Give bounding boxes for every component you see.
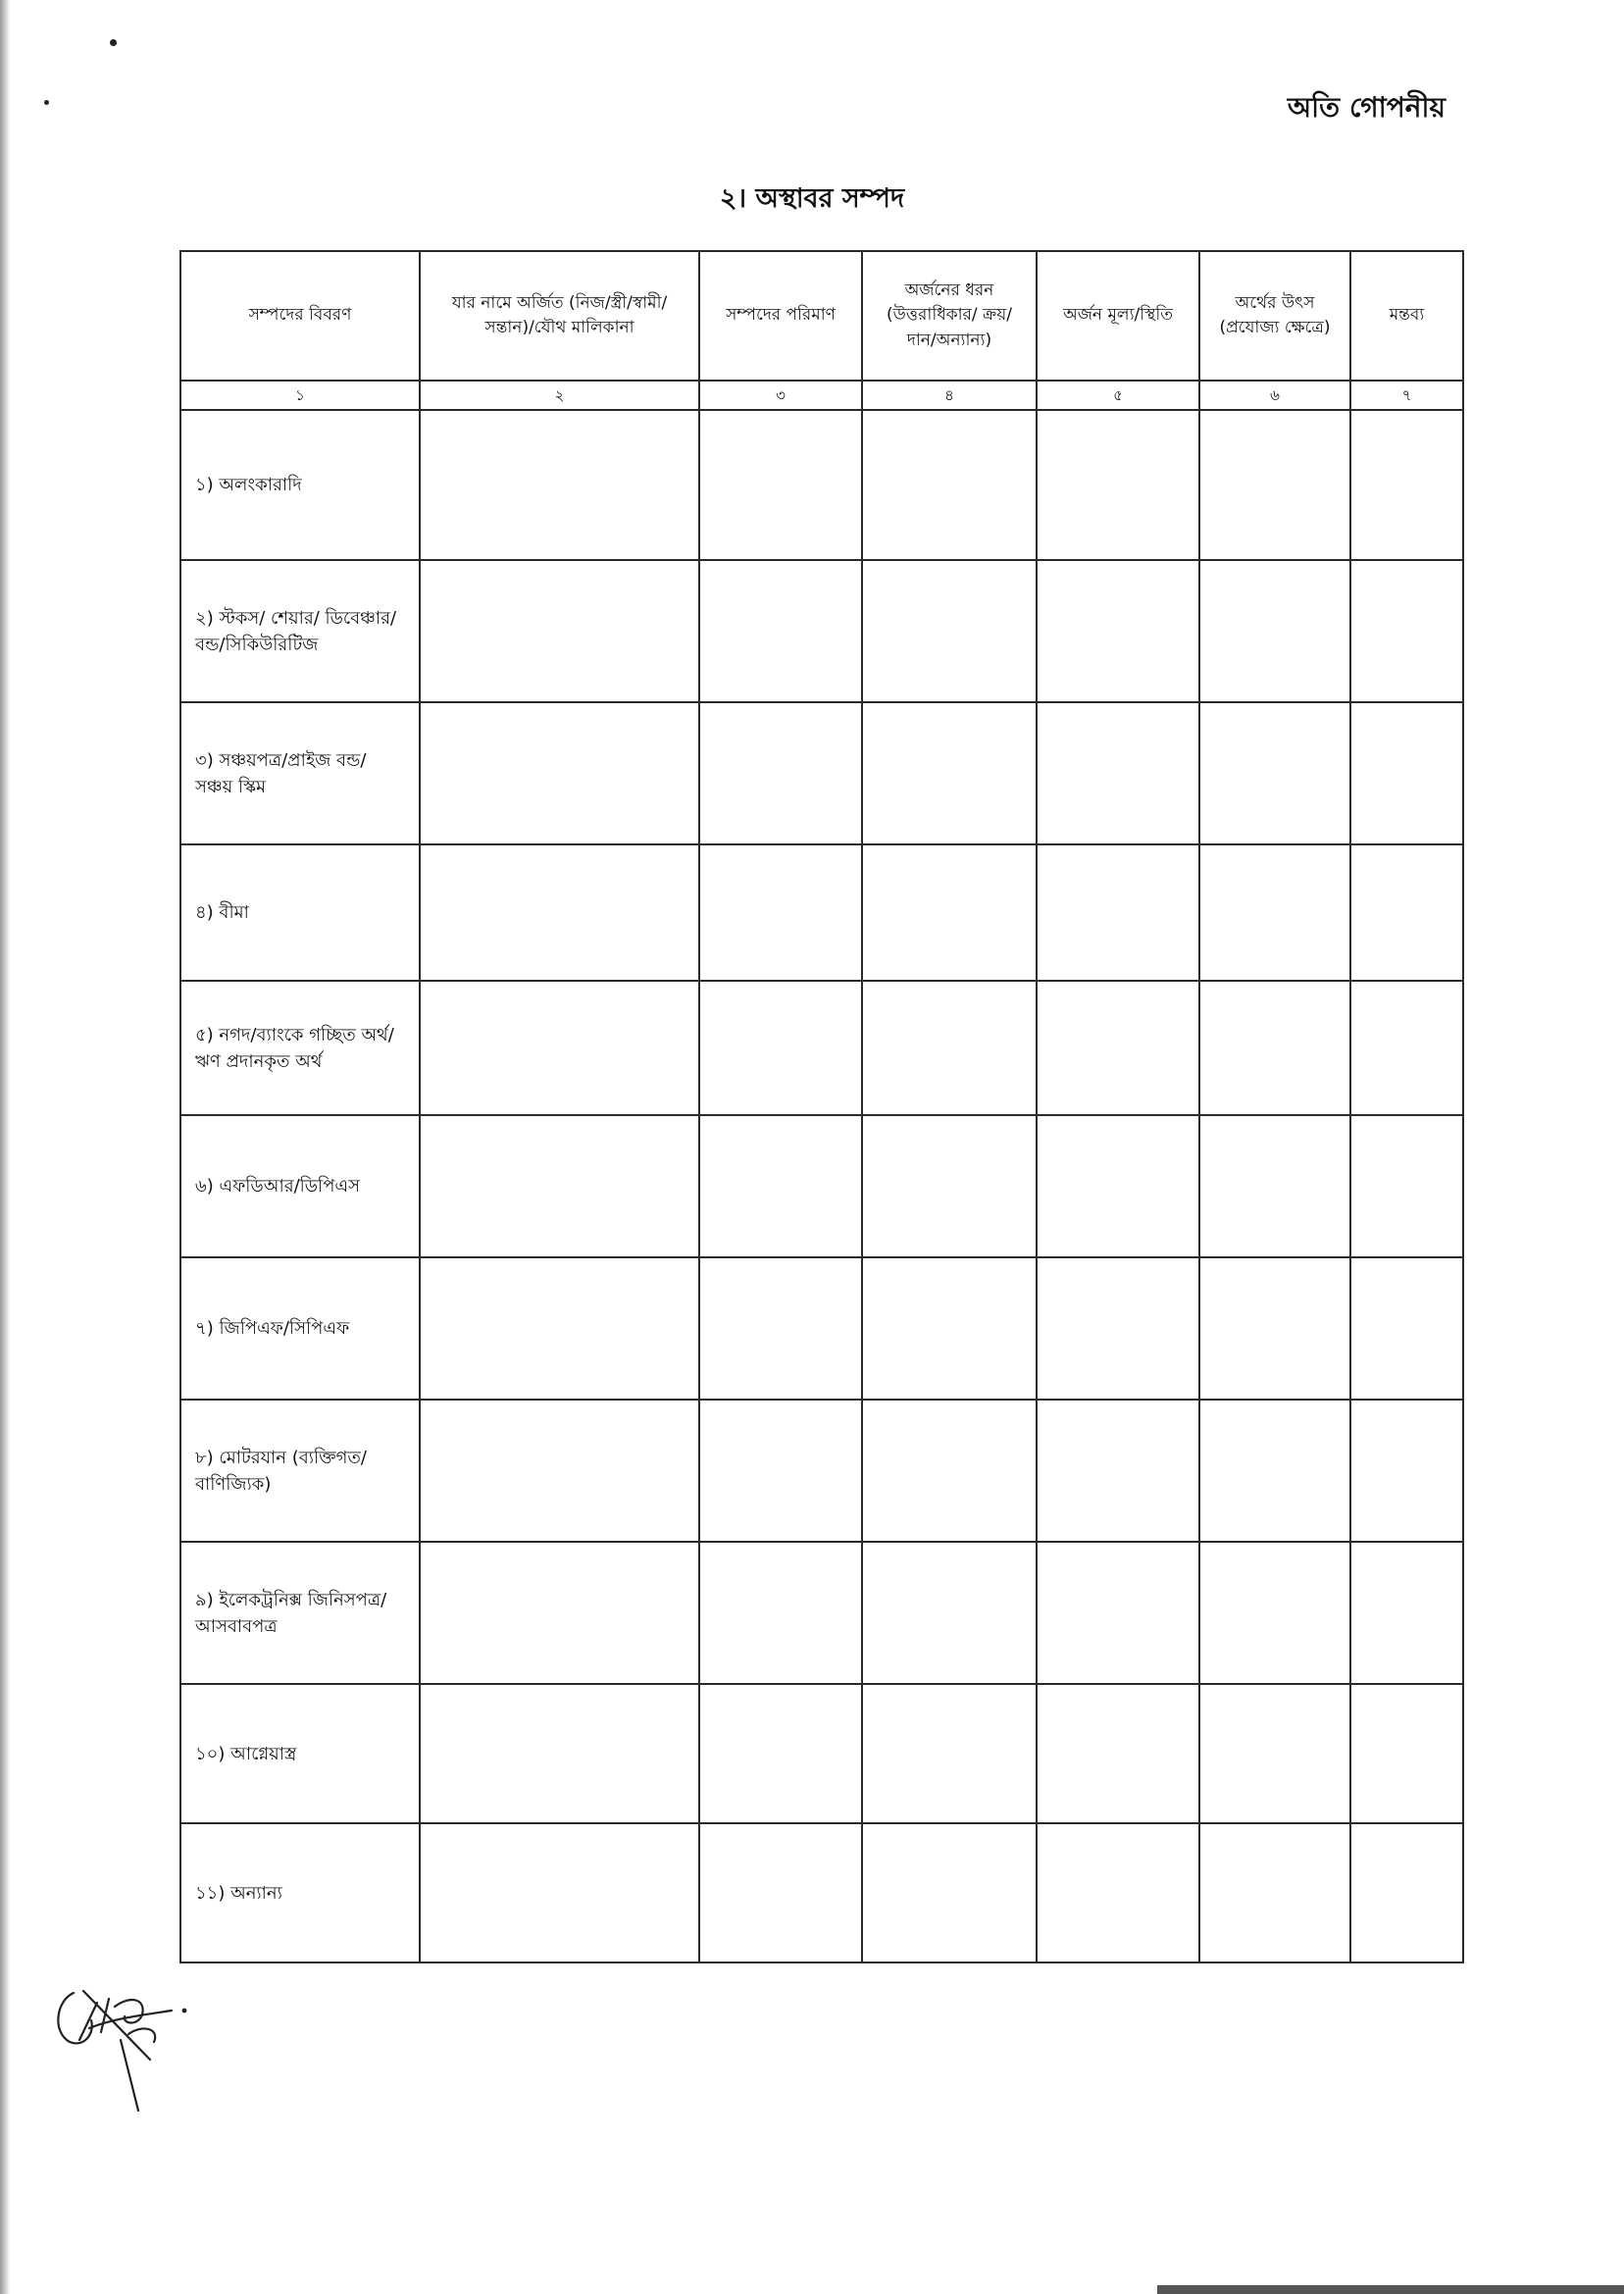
asset-description: ১১) অন্যান্য [180,1823,420,1963]
empty-cell[interactable] [1037,1823,1199,1963]
scan-bottom-edge [1157,2285,1624,2294]
empty-cell[interactable] [420,1542,699,1684]
empty-cell[interactable] [1199,981,1350,1115]
empty-cell[interactable] [862,1257,1037,1400]
empty-cell[interactable] [420,1684,699,1823]
empty-cell[interactable] [1350,1823,1463,1963]
signature-mark [44,1971,201,2128]
empty-cell[interactable] [1037,560,1199,702]
empty-cell[interactable] [1037,1257,1199,1400]
empty-cell[interactable] [1199,1257,1350,1400]
empty-cell[interactable] [1350,1257,1463,1400]
empty-cell[interactable] [699,1823,862,1963]
empty-cell[interactable] [699,560,862,702]
scan-speck [110,39,117,46]
empty-cell[interactable] [699,844,862,981]
empty-cell[interactable] [1037,1542,1199,1684]
empty-cell[interactable] [1350,1400,1463,1542]
column-number: ১ [180,381,420,410]
column-number-row [180,381,1463,410]
movable-assets-table [179,250,1464,1963]
empty-cell[interactable] [699,1684,862,1823]
table-row [180,1684,1463,1823]
empty-cell[interactable] [1199,1400,1350,1542]
column-header: মন্তব্য [1350,251,1463,381]
empty-cell[interactable] [862,410,1037,560]
empty-cell[interactable] [1199,1684,1350,1823]
asset-description: ৯) ইলেকট্রনিক্স জিনিসপত্র/আসবাবপত্র [180,1542,420,1684]
column-header: সম্পদের পরিমাণ [699,251,862,381]
asset-description: ২) স্টকস/ শেয়ার/ ডিবেঞ্চার/বন্ড/সিকিউরিটিজ [180,560,420,702]
empty-cell[interactable] [1199,844,1350,981]
empty-cell[interactable] [699,1115,862,1257]
empty-cell[interactable] [699,1257,862,1400]
column-number: ৫ [1037,381,1199,410]
empty-cell[interactable] [1199,1115,1350,1257]
empty-cell[interactable] [1350,702,1463,844]
empty-cell[interactable] [420,410,699,560]
table-row [180,1542,1463,1684]
table-row [180,844,1463,981]
empty-cell[interactable] [1350,410,1463,560]
empty-cell[interactable] [1199,560,1350,702]
empty-cell[interactable] [1037,844,1199,981]
empty-cell[interactable] [1199,1542,1350,1684]
empty-cell[interactable] [1350,560,1463,702]
table-row [180,981,1463,1115]
empty-cell[interactable] [699,410,862,560]
empty-cell[interactable] [1350,981,1463,1115]
column-number: ৭ [1350,381,1463,410]
asset-description: ৭) জিপিএফ/সিপিএফ [180,1257,420,1400]
column-number: ৩ [699,381,862,410]
empty-cell[interactable] [699,1542,862,1684]
table-body [180,410,1463,1963]
empty-cell[interactable] [1037,1115,1199,1257]
document-title: ২। অস্থাবর সম্পদ [719,183,905,214]
column-header: যার নামে অর্জিত (নিজ/স্ত্রী/স্বামী/সন্তান)/যৌথ মালিকানা [420,251,699,381]
column-number: ৪ [862,381,1037,410]
empty-cell[interactable] [1199,702,1350,844]
empty-cell[interactable] [420,1823,699,1963]
empty-cell[interactable] [1199,1823,1350,1963]
empty-cell[interactable] [1199,410,1350,560]
empty-cell[interactable] [699,1400,862,1542]
table-row [180,1257,1463,1400]
empty-cell[interactable] [862,1823,1037,1963]
empty-cell[interactable] [1350,844,1463,981]
empty-cell[interactable] [420,702,699,844]
scan-speck [44,100,49,105]
table-row [180,1400,1463,1542]
empty-cell[interactable] [1037,702,1199,844]
column-header: অর্জন মূল্য/স্থিতি [1037,251,1199,381]
empty-cell[interactable] [862,702,1037,844]
empty-cell[interactable] [862,560,1037,702]
table-header-row [180,251,1463,381]
empty-cell[interactable] [862,1684,1037,1823]
empty-cell[interactable] [420,1257,699,1400]
asset-description: ১) অলংকারাদি [180,410,420,560]
empty-cell[interactable] [862,1542,1037,1684]
table-row [180,1115,1463,1257]
classification-label: অতি গোপনীয় [1287,91,1446,124]
scan-left-edge [0,0,10,2294]
asset-description: ৫) নগদ/ব্যাংকে গচ্ছিত অর্থ/ ঋণ প্রদানকৃত অর্থ [180,981,420,1115]
column-header: সম্পদের বিবরণ [180,251,420,381]
asset-description: ১০) আগ্নেয়াস্ত্র [180,1684,420,1823]
empty-cell[interactable] [1037,1400,1199,1542]
table-row [180,1823,1463,1963]
empty-cell[interactable] [862,1400,1037,1542]
empty-cell[interactable] [1037,410,1199,560]
empty-cell[interactable] [862,844,1037,981]
table-row [180,560,1463,702]
column-header: অর্জনের ধরন (উত্তরাধিকার/ ক্রয়/দান/অন্যান্য) [862,251,1037,381]
asset-description: ৬) এফডিআর/ডিপিএস [180,1115,420,1257]
empty-cell[interactable] [699,702,862,844]
table-row [180,410,1463,560]
column-header: অর্থের উৎস (প্রযোজ্য ক্ষেত্রে) [1199,251,1350,381]
empty-cell[interactable] [862,1115,1037,1257]
column-number: ৬ [1199,381,1350,410]
asset-description: ৪) বীমা [180,844,420,981]
empty-cell[interactable] [420,981,699,1115]
empty-cell[interactable] [699,981,862,1115]
empty-cell[interactable] [1350,1115,1463,1257]
empty-cell[interactable] [420,1400,699,1542]
empty-cell[interactable] [1037,1684,1199,1823]
empty-cell[interactable] [420,1115,699,1257]
empty-cell[interactable] [420,844,699,981]
empty-cell[interactable] [1037,981,1199,1115]
empty-cell[interactable] [1350,1684,1463,1823]
empty-cell[interactable] [420,560,699,702]
asset-description: ৮) মোটরযান (ব্যক্তিগত/বাণিজ্যিক) [180,1400,420,1542]
table-row [180,702,1463,844]
empty-cell[interactable] [1350,1542,1463,1684]
column-number: ২ [420,381,699,410]
asset-description: ৩) সঞ্চয়পত্র/প্রাইজ বন্ড/ সঞ্চয় স্কিম [180,702,420,844]
empty-cell[interactable] [862,981,1037,1115]
